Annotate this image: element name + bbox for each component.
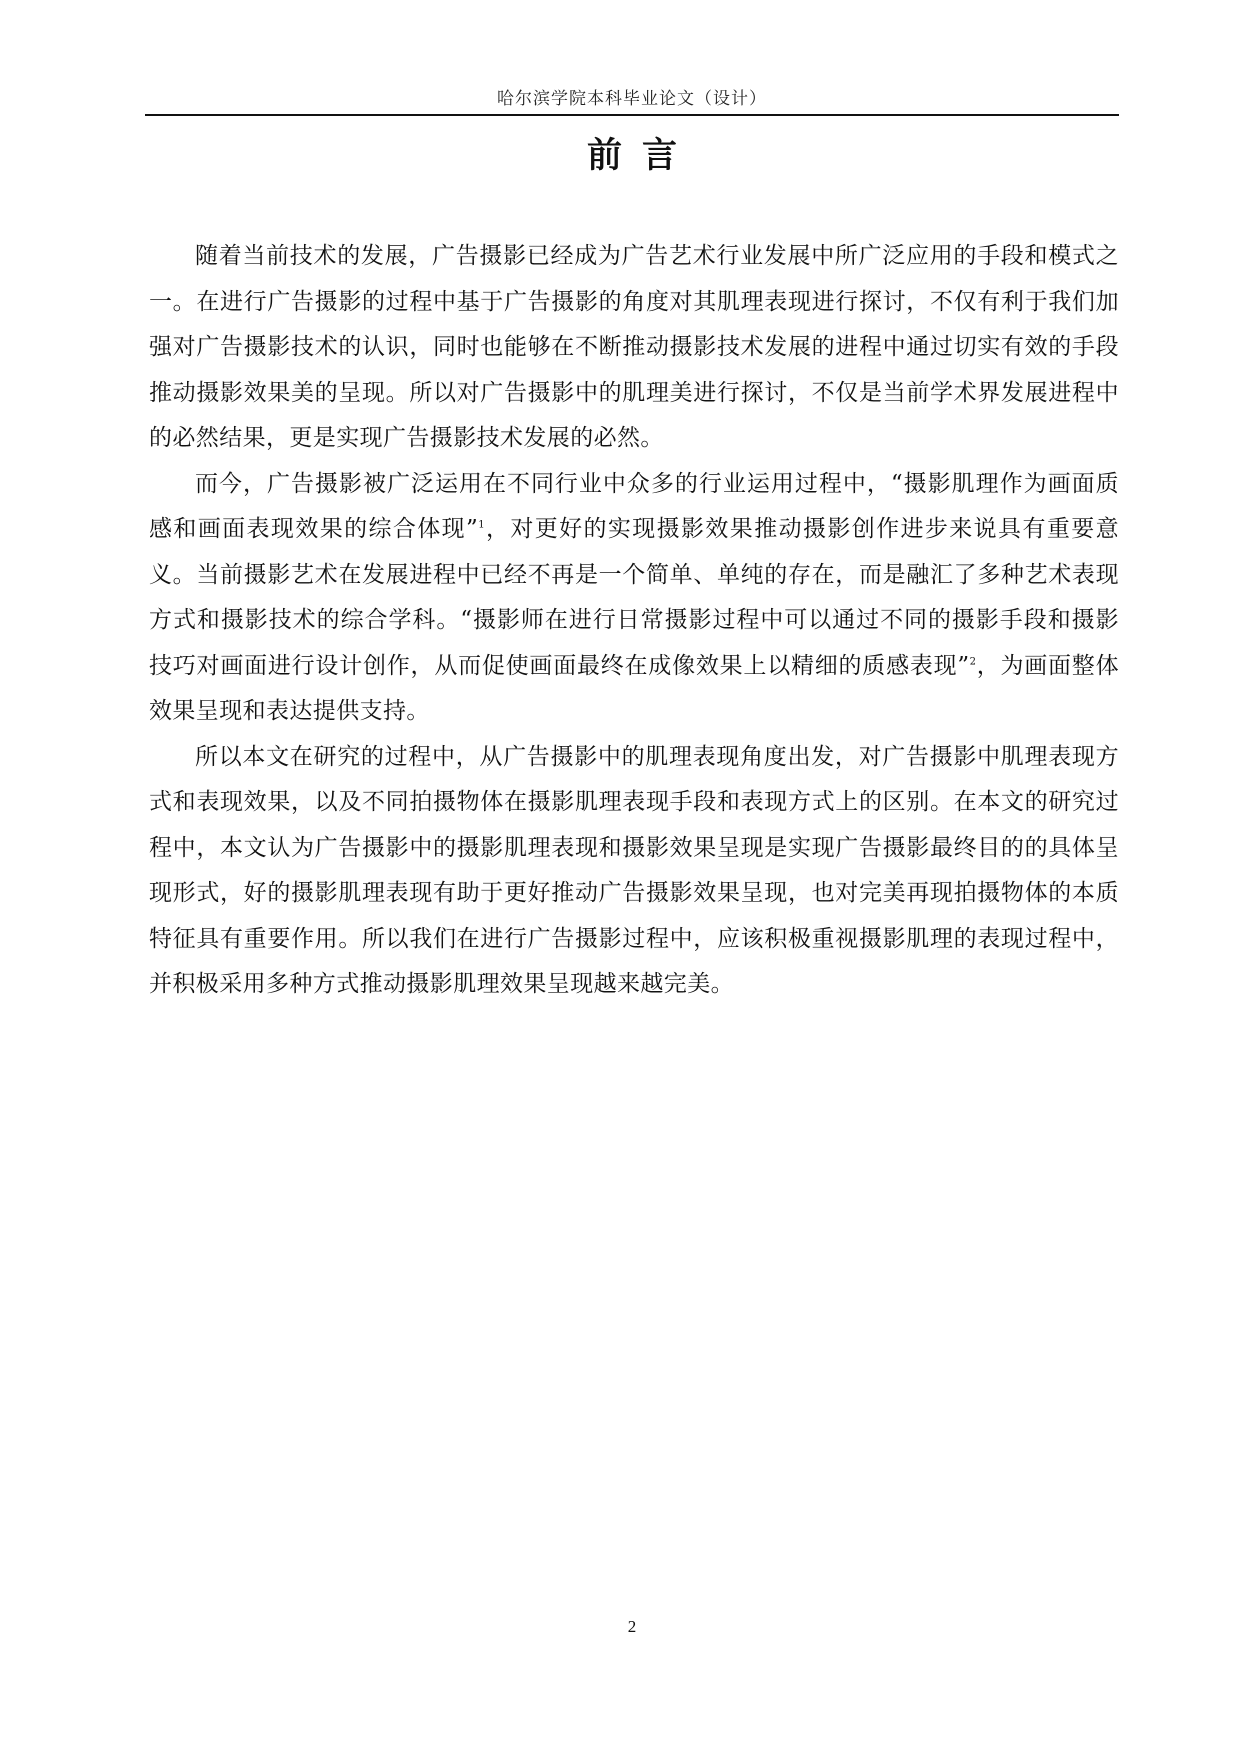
footnote-ref-2: 2: [969, 655, 977, 667]
footnote-ref-1: 1: [478, 519, 485, 531]
paragraph-3: 所以本文在研究的过程中，从广告摄影中的肌理表现角度出发，对广告摄影中肌理表现方式和表现效果，以及不同拍摄物体在摄影肌理表现手段和表现方式上的区别。在本文的研究过程中，本文认为广告摄影中的摄影肌理表现和摄影效果呈现是实现广告摄影最终目的的具体呈现形式，好的摄影肌理表现有助于更好推动广告摄影效果呈现，也对完美再现拍摄物体的本质特征具有重要作用。所以我们在进行广告摄影过程中，应该积极重视摄影肌理的表现过程中，并积极采用多种方式推动摄影肌理效果呈现越来越完美。: [149, 743, 1119, 997]
paragraph-2-part-1: 而今，广告摄影被广泛运用在不同行业中众多的行业运用过程中，“摄影肌理作为画面质感和画面表现效果的综合体现”: [149, 470, 1119, 542]
page-number: 2: [627, 1617, 637, 1636]
header-rule: [145, 114, 1119, 116]
paragraph-2: [149, 462, 1119, 735]
running-header: 哈尔滨学院本科毕业论文（设计）: [497, 89, 767, 109]
section-title: 前言: [586, 135, 697, 176]
paragraph-2-part-2: ，对更好的实现摄影效果推动摄影创作进步来说具有重要意义。当前摄影艺术在发展进程中已经不再是一个简单、单纯的存在，而是融汇了多种艺术表现方式和摄影技术的综合学科。“摄影师在进行日常摄影过程中可以通过不同的摄影手段和摄影技巧对画面进行设计创作，从而促使画面最终在成像效果上以精细的质感表现”: [149, 516, 1119, 679]
body-text: [149, 234, 1119, 1008]
paragraph-2-part-3: ，为画面整体效果呈现和表达提供支持。: [149, 652, 1119, 724]
paragraph-1: 随着当前技术的发展，广告摄影已经成为广告艺术行业发展中所广泛应用的手段和模式之一。在进行广告摄影的过程中基于广告摄影的角度对其肌理表现进行探讨，不仅有利于我们加强对广告摄影技术的认识，同时也能够在不断推动摄影技术发展的进程中通过切实有效的手段推动摄影效果美的呈现。所以对广告摄影中的肌理美进行探讨，不仅是当前学术界发展进程中的必然结果，更是实现广告摄影技术发展的必然。: [149, 243, 1119, 451]
